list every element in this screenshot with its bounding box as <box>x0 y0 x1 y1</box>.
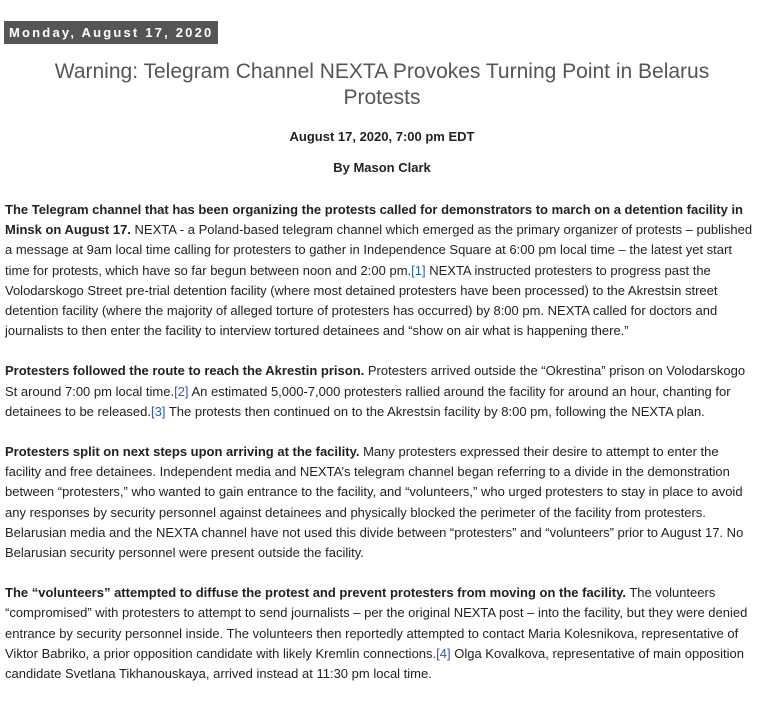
paragraph-4 <box>5 583 755 684</box>
paragraph-text: Olga Kovalkova, representative of main opposition candidate Svetlana Tikhanouskaya, arrived instead at 11:30 pm local time. <box>5 645 745 682</box>
paragraph-lede: The “volunteers” attempted to diffuse the protest and prevent protesters from moving on the facility. <box>5 585 626 601</box>
paragraph-1 <box>5 200 755 341</box>
paragraph-text: The volunteers “compromised” with protesters to attempt to send journalists – per the original NEXTA post – into the facility, but they were denied entrance by security personnel inside. The volunteers then reportedly attempted to contact Maria Kolesnikova, representative of Viktor Babriko, a prior opposition candidate with likely Kremlin connections. <box>5 585 748 661</box>
paragraph-text: NEXTA instructed protesters to progress past the Volodarskogo Street pre-trial detention facility (where most detained protesters have been processed) to the Akrestsin street detention facility (where the majority of alleged torture of protesters has occurred) by 8:00 pm. NEXTA called for doctors and journalists to then enter the facility to interview tortured detainees and “show on air what is happening there.” <box>5 262 718 339</box>
paragraph-2 <box>5 361 755 422</box>
paragraph-lede: The Telegram channel that has been organizing the protests called for demonstrators to march on a detention facility in Minsk on August 17. <box>5 202 743 238</box>
footnote-link-2[interactable]: [2] <box>174 383 189 399</box>
post-body <box>5 200 755 704</box>
paragraph-text: Many protesters expressed their desire to attempt to enter the facility and free detainees. Independent media and NEXTA’s telegram channel began referring to a divide in the demonstration between “protesters,” who wanted to gain entrance to the facility, and “volunteers,” who urged protesters to stay in place to avoid any responses by security personnel against detainees and physically blocked the perimeter of the facility from protesters. Belarusian media and the NEXTA channel have not used this divide between “protesters” and “volunteers” prior to August 17. No Belarusian security personnel were present outside the facility. <box>5 444 744 561</box>
paragraph-3 <box>5 442 755 563</box>
footnote-link-4[interactable]: [4] <box>436 645 451 661</box>
post-title-line-1: Warning: Telegram Channel NEXTA Provokes Turning Point in Belarus <box>54 60 710 83</box>
footnote-link-1[interactable]: [1] <box>411 262 426 278</box>
post-title-line-2: Protests <box>343 86 421 109</box>
post-title <box>0 59 764 111</box>
paragraph-lede: Protesters followed the route to reach the Akrestin prison. <box>5 363 365 379</box>
footnote-link-3[interactable]: [3] <box>151 403 166 419</box>
paragraph-text: Protesters arrived outside the “Okrestina” prison on Volodarskogo St around 7:00 pm local time. <box>5 363 746 399</box>
paragraph-text: NEXTA - a Poland-based telegram channel which emerged as the primary organizer of protests – published a message at 9am local time calling for protesters to gather in Independence Square at 6:00 pm local time – the latest yet start time for protests, which have so far begun between noon and 2:00 pm. <box>5 222 753 278</box>
byline: By Mason Clark <box>333 160 431 175</box>
date-header: Monday, August 17, 2020 <box>4 21 218 44</box>
paragraph-text: The protests then continued on to the Akrestsin facility by 8:00 pm, following the NEXTA plan. <box>165 403 705 419</box>
post-date: August 17, 2020, 7:00 pm EDT <box>289 129 475 144</box>
paragraph-lede: Protesters split on next steps upon arriving at the facility. <box>5 444 360 460</box>
paragraph-text: An estimated 5,000-7,000 protesters rallied around the facility for around an hour, chanting for detainees to be released. <box>5 383 731 419</box>
